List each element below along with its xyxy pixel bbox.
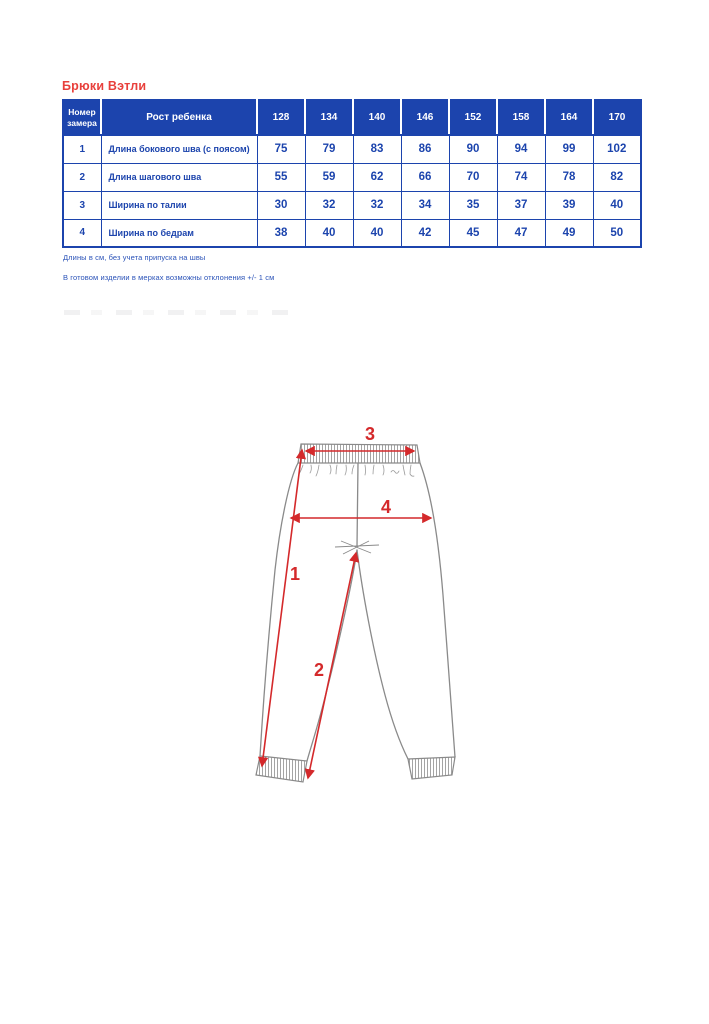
row-label: Длина шагового шва	[101, 163, 257, 191]
header-size: 164	[545, 100, 593, 135]
cell-value: 66	[401, 163, 449, 191]
header-size: 158	[497, 100, 545, 135]
waist-measure-label: 3	[364, 424, 376, 444]
row-label: Длина бокового шва (с поясом)	[101, 135, 257, 163]
inseam-measure-label: 2	[313, 660, 325, 680]
cell-value: 99	[545, 135, 593, 163]
note-units: Длины в см, без учета припуска на швы	[63, 253, 206, 262]
cell-value: 90	[449, 135, 497, 163]
cell-value: 59	[305, 163, 353, 191]
cell-value: 82	[593, 163, 641, 191]
center-front-line	[357, 463, 358, 547]
cell-value: 49	[545, 219, 593, 247]
page-title: Брюки Вэтли	[62, 79, 147, 93]
cell-value: 83	[353, 135, 401, 163]
header-size: 140	[353, 100, 401, 135]
cell-value: 62	[353, 163, 401, 191]
table-row	[63, 135, 641, 163]
pants-measurement-diagram	[240, 420, 480, 800]
header-size: 152	[449, 100, 497, 135]
cell-value: 42	[401, 219, 449, 247]
cell-value: 75	[257, 135, 305, 163]
cell-value: 34	[401, 191, 449, 219]
hips-measure-label: 4	[380, 497, 392, 517]
note-tolerance: В готовом изделии в мерках возможны отклонения +/- 1 см	[63, 273, 275, 282]
row-number: 3	[63, 191, 101, 219]
header-size: 146	[401, 100, 449, 135]
cell-value: 40	[305, 219, 353, 247]
row-label: Ширина по талии	[101, 191, 257, 219]
cell-value: 32	[305, 191, 353, 219]
pants-diagram-svg	[240, 420, 480, 800]
cell-value: 86	[401, 135, 449, 163]
table-row	[63, 163, 641, 191]
table-header-row	[63, 100, 641, 135]
cell-value: 38	[257, 219, 305, 247]
row-number: 1	[63, 135, 101, 163]
cell-value: 45	[449, 219, 497, 247]
cell-value: 47	[497, 219, 545, 247]
cell-value: 35	[449, 191, 497, 219]
header-size: 170	[593, 100, 641, 135]
cell-value: 40	[593, 191, 641, 219]
cell-value: 37	[497, 191, 545, 219]
left-ankle-cuff	[256, 756, 307, 782]
cell-value: 50	[593, 219, 641, 247]
measurement-arrows	[262, 450, 431, 778]
row-number: 4	[63, 219, 101, 247]
right-side-seam	[420, 463, 455, 757]
cell-value: 70	[449, 163, 497, 191]
header-size: 134	[305, 100, 353, 135]
cell-value: 94	[497, 135, 545, 163]
table-row	[63, 191, 641, 219]
right-ankle-cuff	[408, 757, 455, 779]
faint-text-artifact	[64, 310, 289, 315]
size-table-header	[63, 100, 641, 135]
size-table	[62, 99, 642, 248]
left-side-seam	[260, 463, 301, 756]
cell-value: 40	[353, 219, 401, 247]
row-label: Ширина по бедрам	[101, 219, 257, 247]
right-inseam	[357, 550, 408, 759]
header-measure-number: Номер замера	[63, 100, 101, 135]
side-seam-measure-label: 1	[289, 564, 301, 584]
row-number: 2	[63, 163, 101, 191]
elastic-waistband	[298, 444, 420, 463]
cell-value: 78	[545, 163, 593, 191]
cell-value: 79	[305, 135, 353, 163]
header-child-height: Рост ребенка	[101, 100, 257, 135]
pants-outline	[260, 463, 455, 761]
waist-gathers	[299, 465, 414, 476]
cell-value: 32	[353, 191, 401, 219]
size-table-body	[63, 135, 641, 247]
cell-value: 102	[593, 135, 641, 163]
table-row	[63, 219, 641, 247]
cell-value: 55	[257, 163, 305, 191]
cell-value: 39	[545, 191, 593, 219]
cell-value: 30	[257, 191, 305, 219]
side-seam-measure-arrow	[262, 450, 302, 766]
header-size: 128	[257, 100, 305, 135]
cell-value: 74	[497, 163, 545, 191]
